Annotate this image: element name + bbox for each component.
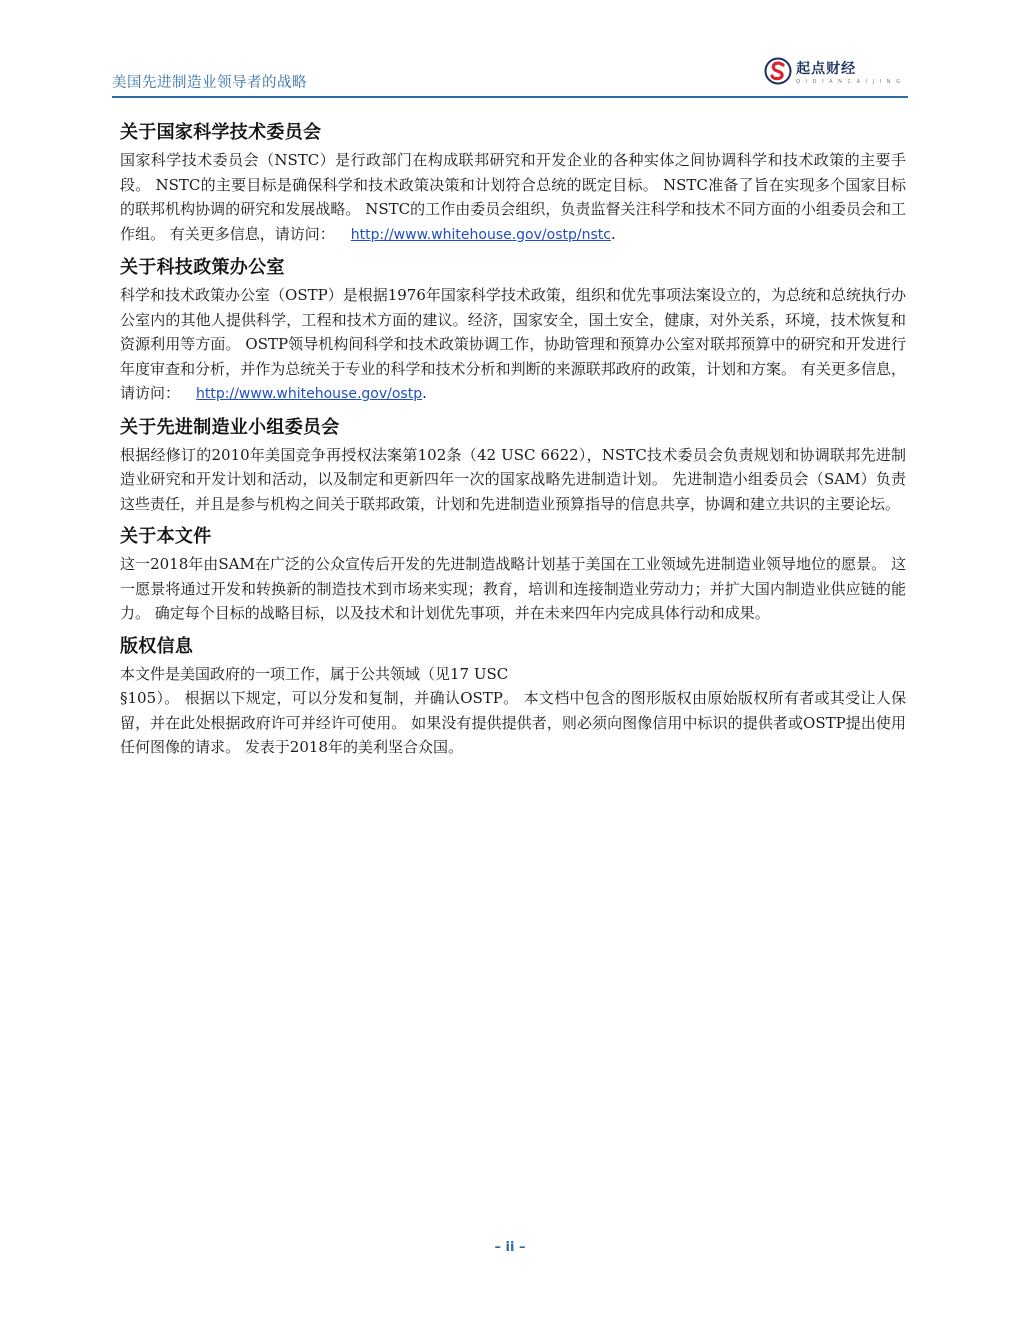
document-title: 美国先进制造业领导者的战略 [112, 75, 307, 91]
body-text: 国家科学技术委员会（NSTC）是行政部门在构成联邦研究和开发企业的各种实体之间协调科学和技术政策的主要手段。 NSTC的主要目标是确保科学和技术政策决策和计划符合总统的既定目标。 NSTC准备了旨在实现多个国家目标的联邦机构协调的研究和发展战略。 NSTC的工作由委员会组织，负责监督关注科学和技术不同方面的小组委员会和工作组。 有关更多信息，请访问： [120, 151, 906, 243]
section-body [120, 148, 906, 247]
page-header [112, 50, 908, 98]
section-ostp [120, 253, 906, 407]
logo-name: 起点财经 [796, 60, 857, 77]
page-content [120, 118, 906, 766]
publisher-logo [764, 54, 902, 88]
section-heading: 关于先进制造业小组委员会 [120, 416, 340, 438]
link-tail: . [422, 384, 427, 402]
ostp-link[interactable]: http://www.whitehouse.gov/ostp [196, 386, 423, 402]
section-nstc [120, 118, 906, 247]
section-copyright [120, 632, 906, 760]
body-text: 科学和技术政策办公室（OSTP）是根据1976年国家科学技术政策，组织和优先事项法案设立的，为总统和总统执行办公室内的其他人提供科学，工程和技术方面的建议。经济，国家安全，国土安全，健康，对外关系，环境，技术恢复和资源利用等方面。 OSTP领导机构间科学和技术政策协调工作，协助管理和预算办公室对联邦预算中的研究和开发进行年度审查和分析，并作为总统关于专业的科学和技术分析和判断的来源联邦政府的政策，计划和方案。 有关更多信息，请访问： [120, 286, 906, 402]
section-document [120, 522, 906, 626]
logo-s-icon [764, 57, 792, 85]
header-divider [112, 96, 908, 98]
section-heading: 关于国家科学技术委员会 [120, 122, 322, 143]
link-tail: . [610, 224, 616, 243]
section-heading: 关于科技政策办公室 [120, 257, 285, 278]
section-sam [120, 413, 906, 517]
nstc-link[interactable]: http://www.whitehouse.gov/ostp/nstc [350, 226, 611, 243]
section-heading: 版权信息 [120, 635, 194, 657]
page-number: – ii – [494, 1240, 526, 1255]
logo-subtitle: Q I D I A N C A I J I N G [796, 78, 902, 85]
copyright-line1: 本文件是美国政府的一项工作，属于公共领域（见17 USC [120, 664, 509, 683]
section-body: 这一2018年由SAM在广泛的公众宣传后开发的先进制造战略计划基于美国在工业领域先进制造业领导地位的愿景。 这一愿景将通过开发和转换新的制造技术到市场来实现；教育，培训和连接制造业劳动力；并扩大国内制造业供应链的能力。 确定每个目标的战略目标，以及技术和计划优先事项，并在未来四年内完成具体行动和成果。 [120, 555, 906, 622]
section-body: §105）。 根据以下规定，可以分发和复制，并确认OSTP。 本文档中包含的图形版权由原始版权所有者或其受让人保留，并在此处根据政府许可并经许可使用。 如果没有提供提供者，则必须向图像信用中标识的提供者或OSTP提出使用任何图像的请求。 发表于2018年的美利坚合众国。 [120, 689, 906, 756]
section-body: 根据经修订的2010年美国竞争再授权法案第102条（42 USC 6622），NSTC技术委员会负责规划和协调联邦先进制造业研究和开发计划和活动，以及制定和更新四年一次的国家战略先进制造计划。 先进制造小组委员会（SAM）负责这些责任，并且是参与机构之间关于联邦政策，计划和先进制造业预算指导的信息共享，协调和建立共识的主要论坛。 [120, 445, 906, 513]
section-heading: 关于本文件 [120, 526, 212, 547]
section-body [120, 283, 906, 407]
